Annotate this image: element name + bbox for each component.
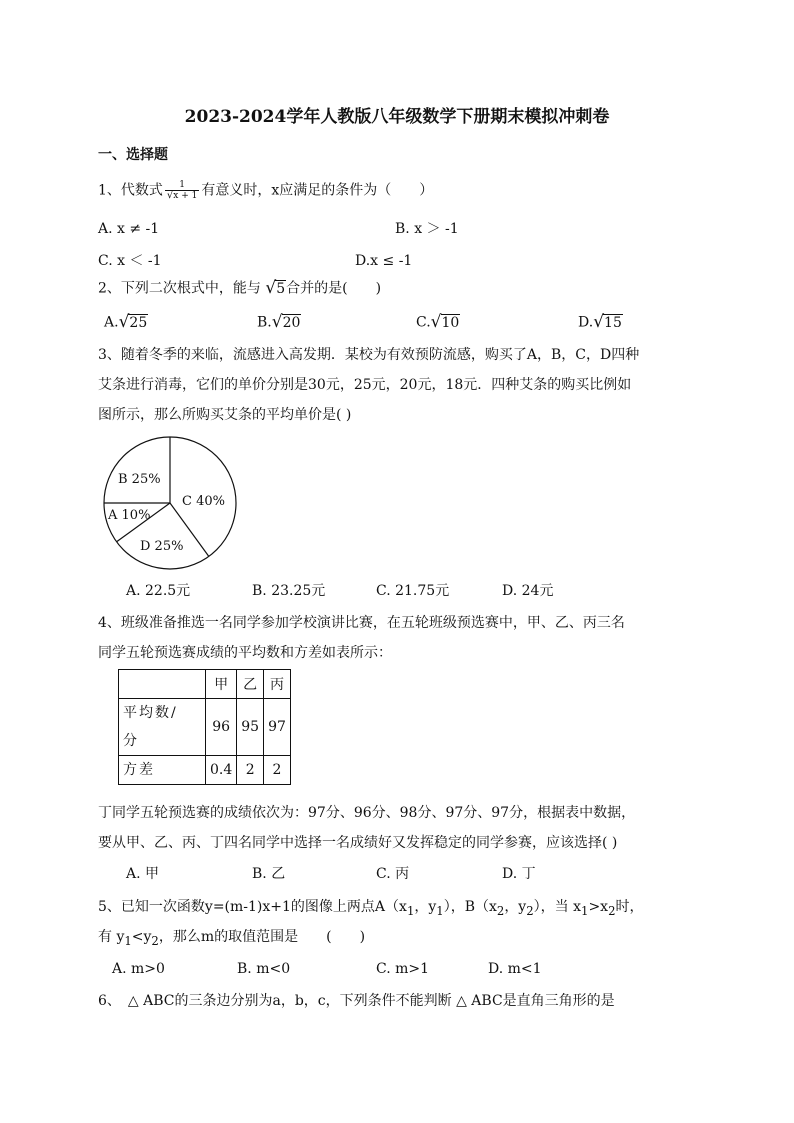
table-header-cell: 乙 [237, 670, 264, 699]
table-cell: 97 [264, 699, 291, 756]
question-3-line-3: 图所示，那么所购买艾条的平均单价是( ) [98, 407, 352, 423]
pie-label-b: B 25% [118, 472, 161, 487]
table-cell: 95 [237, 699, 264, 756]
table-cell: 2 [237, 756, 264, 785]
q4-option-b: B. 乙 [252, 866, 286, 882]
question-4-line-2: 同学五轮预选赛成绩的平均数和方差如表所示： [98, 645, 392, 661]
question-5-line-2: 有 $y_1<y_2$，那么m的取值范围是 ( ) [98, 929, 366, 948]
table-cell: 96 [206, 699, 237, 756]
question-4-line-1: 4、班级准备推选一名同学参加学校演讲比赛，在五轮班级预选赛中，甲、乙、丙三名 [98, 615, 625, 631]
question-1: 1、代数式 $\frac{1}{√x + 1}$ 有意义时，x应满足的条件为（ ） [98, 180, 434, 201]
question-3-line-2: 艾条进行消毒，它们的单价分别是30元，25元，20元，18元．四种艾条的购买比例如 [98, 377, 632, 393]
question-3-line-1: 3、随着冬季的来临，流感进入高发期．某校为有效预防流感，购买了A，B，C，D四种 [98, 347, 640, 363]
table-row [119, 756, 291, 785]
question-2: 2、下列二次根式中，能与 √5合并的是( ) [98, 278, 382, 298]
pie-chart [100, 435, 242, 573]
table-header-cell: 丙 [264, 670, 291, 699]
pie-label-d: D 25% [140, 539, 184, 554]
table-row [119, 699, 291, 756]
page-title: 2023-2024学年人教版八年级数学下册期末模拟冲刺卷 [184, 107, 610, 127]
q3-option-d: D. 24元 [502, 583, 554, 599]
table-header-row [119, 670, 291, 699]
table-cell: 0.4 [206, 756, 237, 785]
q1-option-b: B. x ＞ -1 [395, 221, 459, 237]
q3-option-b: B. 23.25元 [252, 583, 326, 599]
stats-table [118, 669, 291, 785]
q2-option-b: B.√20 [257, 312, 301, 332]
section-heading: 一、选择题 [98, 147, 168, 163]
q2-option-c: C.√10 [416, 312, 460, 332]
radical: √5 [265, 278, 286, 298]
q1-option-a: A. x ≠ -1 [98, 221, 160, 237]
pie-label-a: A 10% [108, 508, 151, 523]
row-label: 方差 [119, 756, 206, 785]
fraction: $\frac{1}{√x + 1}$ [166, 180, 198, 201]
table-header-cell: 甲 [206, 670, 237, 699]
pie-label-c: C 40% [182, 494, 225, 509]
q5-option-b: B. m<0 [237, 961, 291, 977]
q5-option-a: A. m>0 [112, 961, 165, 977]
question-4-line-4: 要从甲、乙、丙、丁四名同学中选择一名成绩好又发挥稳定的同学参赛，应该选择( ) [98, 835, 618, 851]
q3-option-a: A. 22.5元 [126, 583, 191, 599]
question-4-line-3: 丁同学五轮预选赛的成绩依次为：97分、96分、98分、97分、97分，根据表中数据， [98, 805, 636, 821]
q4-option-a: A. 甲 [126, 866, 160, 882]
question-6-line-1: 6、 △ ABC的三条边分别为a，b，c，下列条件不能判断 △ ABC是直角三角形的是 [98, 993, 615, 1009]
q5-option-d: D. m<1 [488, 961, 542, 977]
q1-option-d: D.x ≤ -1 [355, 253, 413, 269]
table-cell: 2 [264, 756, 291, 785]
q1-option-c: C. x ＜ -1 [98, 253, 162, 269]
q4-option-d: D. 丁 [502, 866, 536, 882]
q5-option-c: C. m>1 [376, 961, 430, 977]
question-5-line-1: 5、已知一次函数y=(m-1)x+1的图像上两点$A(x_1$，$y_1$），$B(x_2$，$y_2$），当 $x_1>x_2$时， [98, 899, 644, 918]
q4-option-c: C. 丙 [376, 866, 410, 882]
q3-option-c: C. 21.75元 [376, 583, 450, 599]
row-label: 平均数/ 分 [119, 699, 206, 756]
q2-option-a: A.√25 [104, 312, 148, 332]
q2-option-d: D.√15 [578, 312, 622, 332]
